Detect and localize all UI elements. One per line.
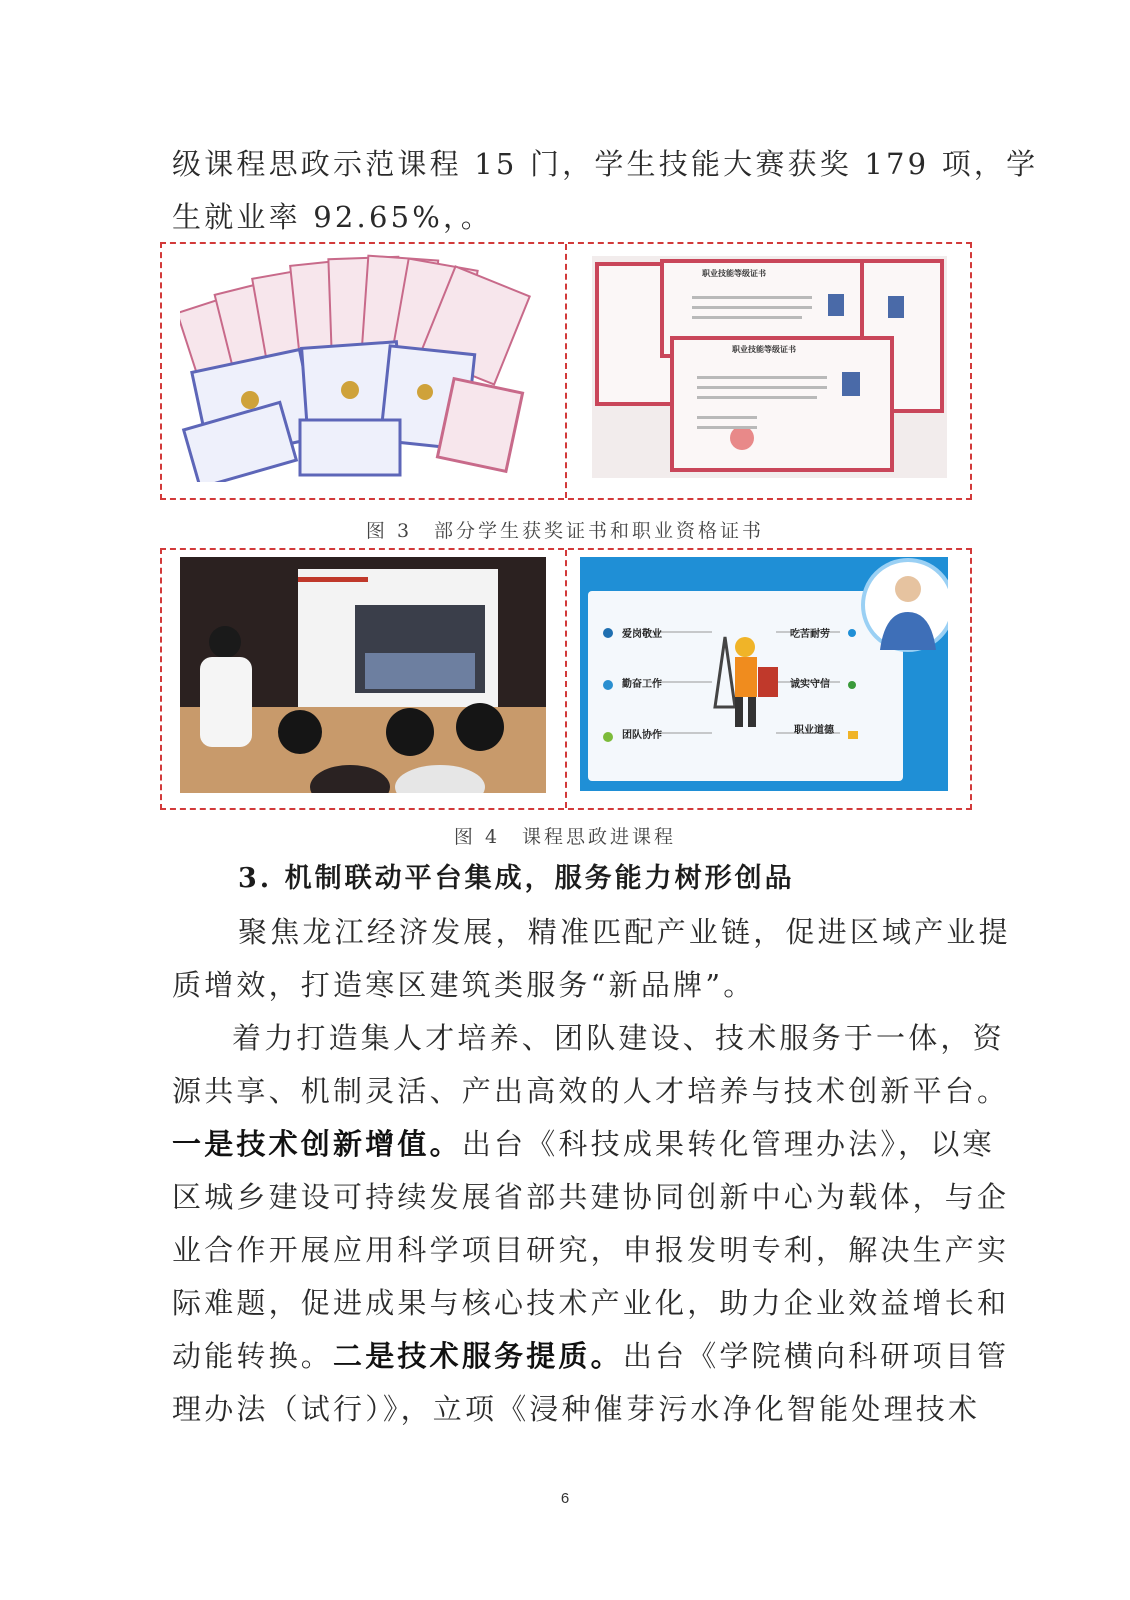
para2-line-7-rest: 出台《学院横向科研项目管 bbox=[622, 1339, 1010, 1373]
slide-label-2: 勤奋工作 bbox=[622, 679, 662, 690]
award-certificates-photo bbox=[180, 250, 550, 482]
page-number: 6 bbox=[560, 1490, 570, 1507]
slide-label-1: 爱岗敬业 bbox=[622, 629, 662, 640]
bold-point-one: 一是技术创新增值。 bbox=[172, 1127, 462, 1161]
figure-4-caption: 图 4 课程思政进课程 bbox=[453, 826, 677, 848]
slide-label-3: 团队协作 bbox=[622, 730, 662, 741]
para1-line-1: 聚焦龙江经济发展，精准匹配产业链，促进区域产业提 bbox=[238, 915, 1011, 949]
para1-line-2: 质增效，打造寒区建筑类服务“新品牌”。 bbox=[172, 968, 756, 1002]
bold-point-two: 二是技术服务提质。 bbox=[333, 1339, 623, 1373]
vocational-certificates-photo bbox=[592, 256, 947, 478]
figure-3-divider bbox=[565, 244, 567, 498]
para2-line-3 bbox=[172, 1118, 995, 1171]
para2-line-7-pre: 动能转换。 bbox=[172, 1339, 334, 1373]
figure-4-divider bbox=[565, 550, 567, 808]
slide-label-5: 诚实守信 bbox=[790, 679, 830, 690]
para2-line-4: 区城乡建设可持续发展省部共建协同创新中心为载体，与企 bbox=[172, 1180, 1010, 1214]
slide-label-4: 吃苦耐劳 bbox=[790, 629, 830, 640]
cert-title-2: 职业技能等级证书 bbox=[732, 344, 796, 354]
intro-line-2: 生就业率 92.65%，。 bbox=[172, 200, 493, 234]
para2-line-3-rest: 出台《科技成果转化管理办法》，以寒 bbox=[461, 1127, 995, 1161]
cert-title-1: 职业技能等级证书 bbox=[702, 268, 766, 278]
intro-line-1: 级课程思政示范课程 15 门，学生技能大赛获奖 179 项，学 bbox=[172, 147, 1039, 181]
figure-3-caption: 图 3 部分学生获奖证书和职业资格证书 bbox=[365, 520, 765, 542]
para2-line-7 bbox=[172, 1330, 1010, 1383]
section-heading: 3. 机制联动平台集成，服务能力树形创品 bbox=[238, 863, 795, 894]
para2-line-2: 源共享、机制灵活、产出高效的人才培养与技术创新平台。 bbox=[172, 1074, 1010, 1108]
para2-line-1: 着力打造集人才培养、团队建设、技术服务于一体，资 bbox=[232, 1021, 1005, 1055]
para2-line-5: 业合作开展应用科学项目研究，申报发明专利，解决生产实 bbox=[172, 1233, 1010, 1267]
para2-line-6: 际难题，促进成果与核心技术产业化，助力企业效益增长和 bbox=[172, 1286, 1010, 1320]
para2-line-8: 理办法（试行）》，立项《浸种催芽污水净化智能处理技术 bbox=[172, 1392, 981, 1426]
slide-label-6: 职业道德 bbox=[794, 725, 834, 736]
classroom-photo bbox=[180, 557, 546, 793]
ethics-slide-photo bbox=[580, 557, 948, 791]
